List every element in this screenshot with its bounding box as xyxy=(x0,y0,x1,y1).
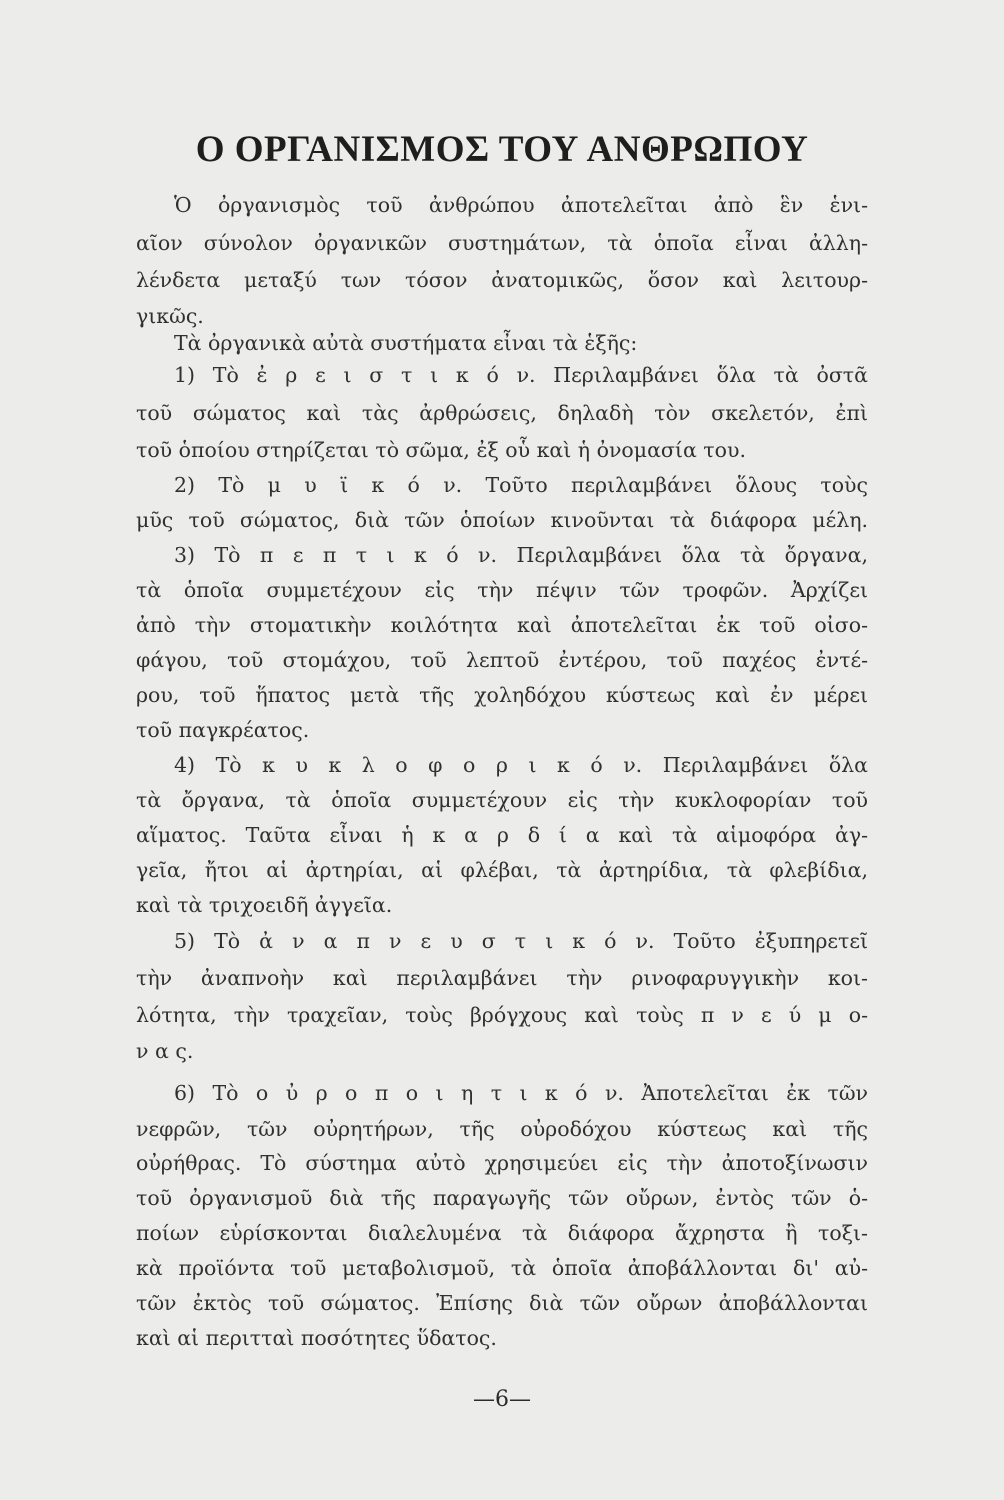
text-line: τοῦ σώματος καὶ τὰς ἀρθρώσεις, δηλαδὴ τὸν σκελετόν, ἐπὶ xyxy=(136,401,868,425)
text-line: 4) Τὸ κ υ κ λ ο φ ο ρ ι κ ό ν. Περιλαμβάνει ὅλα xyxy=(174,753,868,777)
text-line: Τὰ ὀργανικὰ αὐτὰ συστήματα εἶναι τὰ ἑξῆς: xyxy=(174,331,638,355)
text-line: οὐρήθρας. Τὸ σύστημα αὐτὸ χρησιμεύει εἰς τὴν ἀποτοξίνωσιν xyxy=(136,1151,868,1175)
text-line: τοῦ ὁποίου στηρίζεται τὸ σῶμα, ἐξ οὗ καὶ ἡ ὀνομασία του. xyxy=(136,438,746,462)
text-line: ἀπὸ τὴν στοματικὴν κοιλότητα καὶ ἀποτελεῖται ἐκ τοῦ οἰσο- xyxy=(136,613,868,637)
text-line: αἵματος. Ταῦτα εἶναι ἡ κ α ρ δ ί α καὶ τὰ αἱμοφόρα ἀγ- xyxy=(136,823,868,847)
text-line: λένδετα μεταξύ των τόσον ἀνατομικῶς, ὅσον καὶ λειτουρ- xyxy=(136,268,868,292)
text-line: γικῶς. xyxy=(136,304,204,328)
text-line: νεφρῶν, τῶν οὐρητήρων, τῆς οὐροδόχου κύστεως καὶ τῆς xyxy=(136,1117,868,1141)
text-line: τοῦ ὀργανισμοῦ διὰ τῆς παραγωγῆς τῶν οὔρων, ἐντὸς τῶν ὁ- xyxy=(136,1186,868,1210)
page-title: Ο ΟΡΓΑΝΙΣΜΟΣ ΤΟΥ ΑΝΘΡΩΠΟΥ xyxy=(195,129,809,170)
text-line: τὰ ὁποῖα συμμετέχουν εἰς τὴν πέψιν τῶν τροφῶν. Ἀρχίζει xyxy=(136,578,868,602)
text-line: ν α ς. xyxy=(136,1039,194,1063)
text-line: καὶ αἱ περιτταὶ ποσότητες ὕδατος. xyxy=(136,1326,497,1350)
text-line: λότητα, τὴν τραχεῖαν, τοὺς βρόγχους καὶ τοὺς π ν ε ύ μ ο- xyxy=(136,1003,868,1027)
text-line: 6) Τὸ ο ὐ ρ ο π ο ι η τ ι κ ό ν. Ἀποτελεῖται ἐκ τῶν xyxy=(174,1081,868,1105)
text-line: τὰ ὄργανα, τὰ ὁποῖα συμμετέχουν εἰς τὴν κυκλοφορίαν τοῦ xyxy=(136,788,868,812)
text-line: γεῖα, ἤτοι αἱ ἀρτηρίαι, αἱ φλέβαι, τὰ ἀρτηρίδια, τὰ φλεβίδια, xyxy=(136,858,868,882)
text-line: ρου, τοῦ ἥπατος μετὰ τῆς χοληδόχου κύστεως καὶ ἐν μέρει xyxy=(136,683,868,707)
page-number: —6— xyxy=(473,1387,531,1412)
text-line: 1) Τὸ ἐ ρ ε ι σ τ ι κ ό ν. Περιλαμβάνει ὅλα τὰ ὀστᾶ xyxy=(174,363,868,387)
text-line: τὴν ἀναπνοὴν καὶ περιλαμβάνει τὴν ρινοφαρυγγικὴν κοι- xyxy=(136,966,868,990)
text-line: φάγου, τοῦ στομάχου, τοῦ λεπτοῦ ἐντέρου, τοῦ παχέος ἐντέ- xyxy=(136,648,868,672)
text-line: καὶ τὰ τριχοειδῆ ἀγγεῖα. xyxy=(136,893,393,917)
text-line: 2) Τὸ μ υ ϊ κ ό ν. Τοῦτο περιλαμβάνει ὅλους τοὺς xyxy=(174,473,868,497)
text-line: 5) Τὸ ἀ ν α π ν ε υ σ τ ι κ ό ν. Τοῦτο ἐξυπηρετεῖ xyxy=(174,929,868,953)
text-line: μῦς τοῦ σώματος, διὰ τῶν ὁποίων κινοῦνται τὰ διάφορα μέλη. xyxy=(136,508,868,532)
text-line: Ὁ ὀργανισμὸς τοῦ ἀνθρώπου ἀποτελεῖται ἀπὸ ἓν ἑνι- xyxy=(174,193,868,217)
text-line: κὰ προϊόντα τοῦ μεταβολισμοῦ, τὰ ὁποῖα ἀποβάλλονται δι' αὐ- xyxy=(136,1256,868,1280)
text-line: τῶν ἐκτὸς τοῦ σώματος. Ἐπίσης διὰ τῶν οὔρων ἀποβάλλονται xyxy=(136,1291,868,1315)
text-line: 3) Τὸ π ε π τ ι κ ό ν. Περιλαμβάνει ὅλα τὰ ὄργανα, xyxy=(174,543,868,567)
text-line: ποίων εὑρίσκονται διαλελυμένα τὰ διάφορα ἄχρηστα ἢ τοξι- xyxy=(136,1221,868,1245)
text-line: τοῦ παγκρέατος. xyxy=(136,718,310,742)
text-line: αῖον σύνολον ὀργανικῶν συστημάτων, τὰ ὁποῖα εἶναι ἀλλη- xyxy=(136,231,868,255)
